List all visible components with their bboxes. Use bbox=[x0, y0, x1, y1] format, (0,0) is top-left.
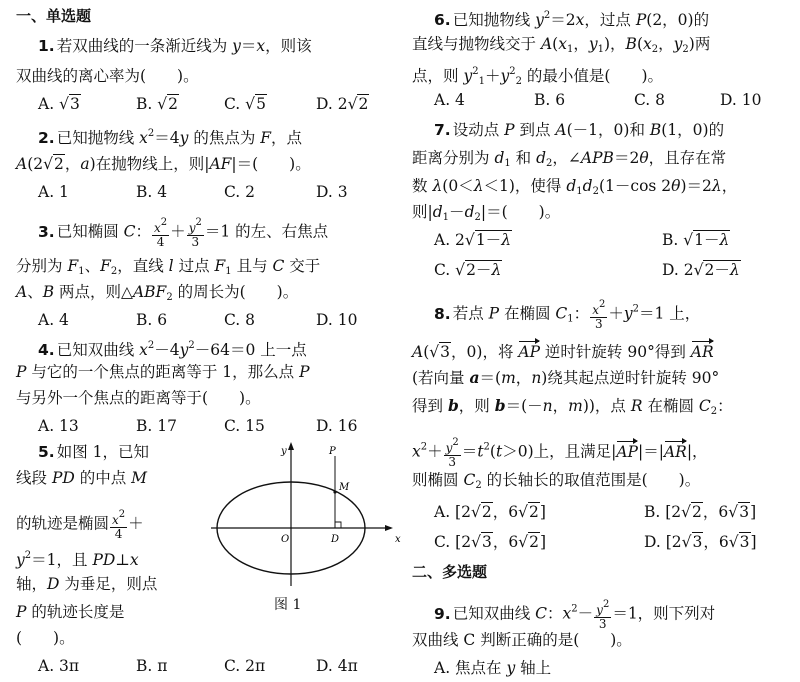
q2-stem-line-1: 2. 已知抛物线 $x^2=4y$ 的焦点为 F，点 bbox=[38, 128, 303, 147]
point-p-label: P bbox=[329, 446, 336, 457]
q9-number: 9. bbox=[434, 604, 451, 623]
q2-option-d: D. 3 bbox=[316, 183, 348, 201]
q2-options bbox=[16, 182, 394, 202]
q5-stem-line-7: ( )。 bbox=[16, 629, 75, 647]
q3-options bbox=[16, 310, 394, 330]
q9-option-a: A. 焦点在 y 轴上 bbox=[434, 659, 552, 677]
q2-option-b: B. 4 bbox=[136, 183, 168, 201]
q7-stem-line-3: 数 λ(0＜λ＜1)，使得 $d_1d_2(1-\cos$ 2θ)＝2λ， bbox=[412, 177, 738, 197]
q4-option-a: A. 13 bbox=[38, 417, 79, 435]
q3-option-b: B. 6 bbox=[136, 311, 168, 329]
q6-stem-line-3: 点，则 $y^2_1+y^2_2$ 的最小值是( )。 bbox=[412, 66, 664, 87]
q2-option-a: A. 1 bbox=[38, 183, 69, 201]
q6-stem-line-1: 6. 已知抛物线 $y^2=2x$，过点 P(2，0)的 bbox=[434, 10, 710, 29]
q8-stem-line-4: 得到 b，则 b＝(－n，m))，点 R 在椭圆 $C_2$： bbox=[412, 396, 733, 417]
y-axis-label: y bbox=[281, 446, 287, 457]
q1-option-c: C. √5 bbox=[224, 95, 266, 113]
q3-stem-line-1: 3. 已知椭圆 C： $\frac{x^2}{4}$ ＋ $\frac{y^2}{3}$ ＝1 的左、右焦点 bbox=[38, 217, 329, 249]
section-heading-multi-choice: 二、多选题 bbox=[412, 563, 488, 581]
q5-number: 5. bbox=[38, 443, 55, 461]
q5-stem-line-3: 的轨迹是椭圆 $\frac{x^2}{4}$ ＋ bbox=[16, 509, 144, 541]
q8-options-row-2 bbox=[412, 532, 790, 552]
q3-option-d: D. 10 bbox=[316, 311, 358, 329]
q4-stem-line-1: 4. 已知双曲线 $x^2-4y^2-64=0$ 上一点 bbox=[38, 340, 307, 359]
point-d-label: D bbox=[331, 534, 340, 545]
q7-option-c: C. √2－λ bbox=[434, 261, 502, 279]
q1-number: 1. bbox=[38, 37, 55, 55]
q5-stem-line-2: 线段 PD 的中点 M bbox=[16, 469, 148, 487]
q8-option-c: C. [2√3，6√2] bbox=[434, 533, 547, 551]
q7-options-row-2 bbox=[412, 260, 790, 280]
point-m bbox=[333, 490, 336, 493]
q7-option-a: A. 2√1－λ bbox=[434, 231, 512, 249]
q5-stem-line-6: P 的轨迹长度是 bbox=[16, 603, 125, 621]
q6-stem-line-2: 直线与抛物线交于 $A(x_1$，$y_1$)，$B(x_2$，$y_2$)两 bbox=[412, 35, 711, 55]
figure-1-ellipse bbox=[211, 438, 401, 588]
q4-stem-line-2: P 与它的一个焦点的距离等于 1，那么点 P bbox=[16, 363, 310, 381]
q4-option-c: C. 15 bbox=[224, 417, 265, 435]
q5-options bbox=[16, 656, 394, 676]
q5-option-c: C. 2π bbox=[224, 657, 266, 675]
q8-options-row-1 bbox=[412, 502, 790, 522]
q1-stem-line-2: 双曲线的离心率为( )。 bbox=[16, 67, 199, 85]
q6-option-a: A. 4 bbox=[434, 91, 465, 109]
section-heading-single-choice: 一、单选题 bbox=[16, 7, 92, 25]
right-angle-mark bbox=[335, 522, 341, 528]
q3-number: 3. bbox=[38, 222, 55, 241]
q7-option-d: D. 2√2－λ bbox=[662, 261, 740, 279]
q3-stem-line-3: A、B 两点，则$\triangle ABF_2$ 的周长为( )。 bbox=[16, 283, 299, 303]
q5-option-b: B. π bbox=[136, 657, 168, 675]
q5-stem-line-4: $y^2=1$，且 PD⊥x bbox=[16, 550, 139, 569]
q8-option-d: D. [2√3，6√3] bbox=[644, 533, 757, 551]
q7-stem-line-1: 7. 设动点 P 到点 A(－1，0)和 B(1，0)的 bbox=[434, 121, 725, 139]
q7-stem-line-2: 距离分别为 $d_1$ 和 $d_2$，∠APB＝2θ，且存在常 bbox=[412, 149, 727, 169]
q2-stem-line-2: A(2√2，a)在抛物线上，则|AF|＝( )。 bbox=[16, 155, 311, 173]
q5-stem-line-5: 轴，D 为垂足，则点 bbox=[16, 575, 158, 593]
q6-number: 6. bbox=[434, 11, 451, 29]
figure-1-caption: 图 1 bbox=[274, 597, 302, 613]
q8-stem-line-6: 则椭圆 $C_2$ 的长轴长的取值范围是( )。 bbox=[412, 471, 701, 491]
point-m-label: M bbox=[339, 482, 350, 493]
y-axis-arrow-icon bbox=[288, 442, 294, 450]
q8-option-a: A. [2√2，6√2] bbox=[434, 503, 546, 521]
q4-number: 4. bbox=[38, 341, 55, 359]
q2-option-c: C. 2 bbox=[224, 183, 256, 201]
q8-option-b: B. [2√2，6√3] bbox=[644, 503, 757, 521]
q5-option-d: D. 4π bbox=[316, 657, 358, 675]
q4-option-b: B. 17 bbox=[136, 417, 177, 435]
q1-option-b: B. √2 bbox=[136, 95, 179, 113]
q7-stem-line-4: 则$|d_1-d_2|=$( )。 bbox=[412, 203, 561, 223]
q7-options-row-1 bbox=[412, 230, 790, 250]
q5-stem-line-1: 5. 如图 1，已知 bbox=[38, 443, 149, 461]
q8-stem-line-2: A(√3，0)，将 AP 逆时针旋转 90°得到 AR bbox=[412, 340, 714, 360]
x-axis-label: x bbox=[395, 534, 401, 545]
q1-option-d: D. 2√2 bbox=[316, 95, 369, 113]
q4-options bbox=[16, 416, 394, 436]
q6-option-c: C. 8 bbox=[634, 91, 666, 109]
q6-options bbox=[412, 90, 790, 110]
q7-option-b: B. √1－λ bbox=[662, 231, 730, 249]
origin-label: O bbox=[281, 534, 290, 545]
q7-number: 7. bbox=[434, 121, 451, 139]
x-axis-arrow-icon bbox=[385, 525, 393, 531]
q1-options bbox=[16, 94, 394, 114]
q8-stem-line-5: $x^2+$ $\frac{y^2}{3}$ $=t^2(t>0)$上，且满足|AP|＝|AR|， bbox=[412, 437, 708, 469]
q3-option-a: A. 4 bbox=[38, 311, 69, 329]
q4-option-d: D. 16 bbox=[316, 417, 358, 435]
q8-stem-line-3: (若向量 a＝(m，n)绕其起点逆时针旋转 90° bbox=[412, 368, 720, 387]
q8-stem-line-1: 8. 若点 P 在椭圆 $C_1$： $\frac{x^2}{3}$ $+y^2=1$ 上， bbox=[434, 299, 701, 331]
q6-option-d: D. 10 bbox=[720, 91, 762, 109]
q9-stem-line-2: 双曲线 C 判断正确的是( )。 bbox=[412, 631, 632, 649]
q1-option-a: A. √3 bbox=[38, 95, 80, 113]
q6-option-b: B. 6 bbox=[534, 91, 566, 109]
q5-option-a: A. 3π bbox=[38, 657, 80, 675]
q3-option-c: C. 8 bbox=[224, 311, 256, 329]
q2-number: 2. bbox=[38, 129, 55, 147]
q3-stem-line-2: 分别为 $F_1$、$F_2$，直线 l 过点 $F_1$ 且与 C 交于 bbox=[16, 257, 321, 277]
q1-stem-line-1: 1. 若双曲线的一条渐近线为 y＝x，则该 bbox=[38, 37, 312, 55]
q9-options bbox=[412, 658, 790, 678]
q8-number: 8. bbox=[434, 304, 451, 323]
q4-stem-line-3: 与另外一个焦点的距离等于( )。 bbox=[16, 389, 261, 407]
q9-stem-line-1: 9. 已知双曲线 C：$x^2-$ $\frac{y^2}{3}$ ＝1，则下列对 bbox=[434, 599, 716, 631]
